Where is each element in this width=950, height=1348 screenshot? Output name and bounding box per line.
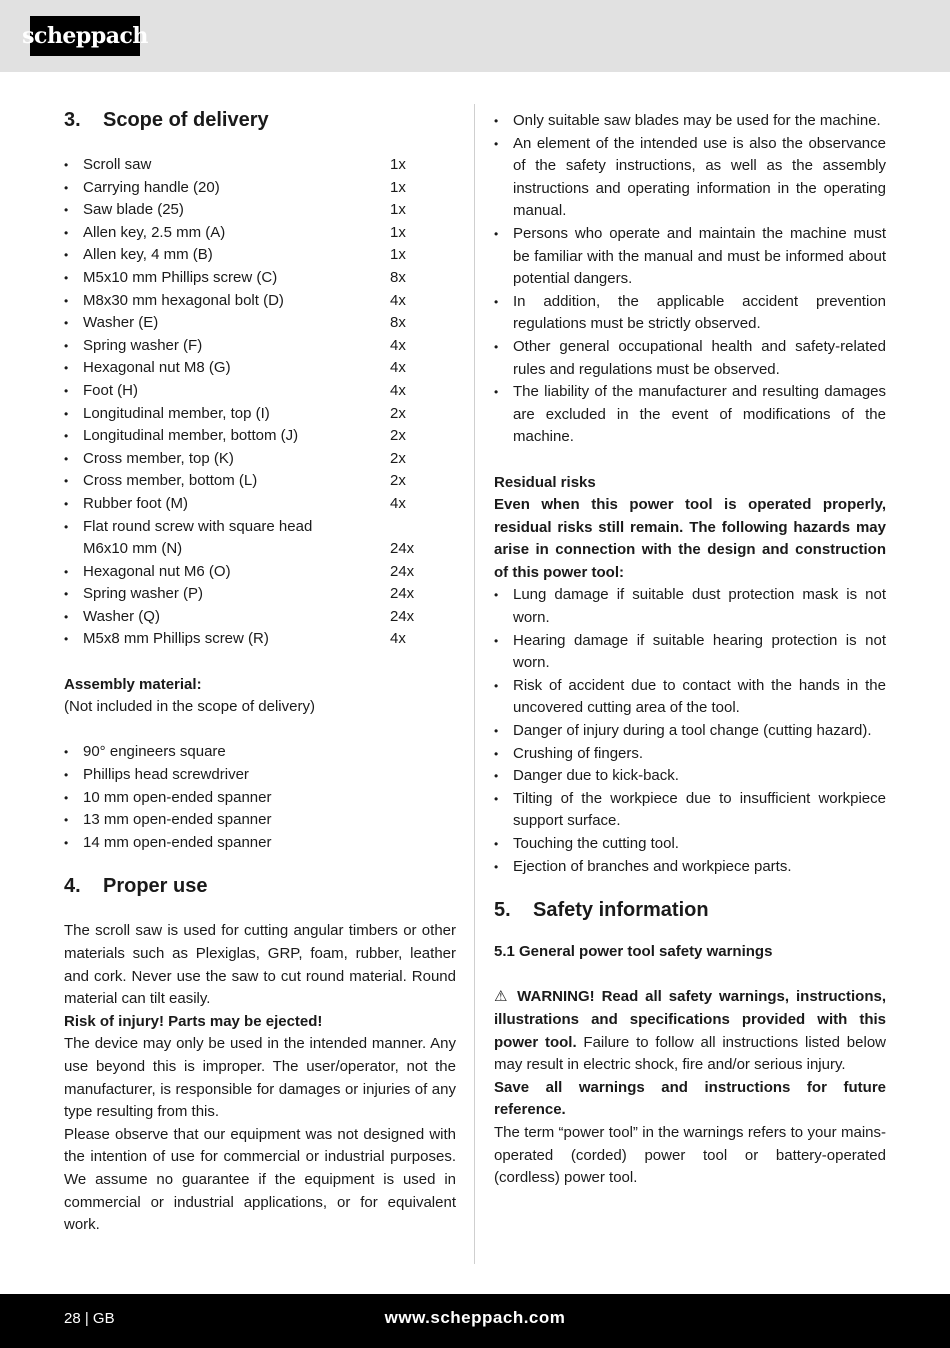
save-warnings-note: Save all warnings and instructions for future reference. bbox=[494, 1078, 886, 1119]
general-warnings-subheading: 5.1 General power tool safety warnings bbox=[494, 943, 773, 961]
delivery-item bbox=[64, 222, 456, 245]
delivery-item bbox=[64, 154, 456, 177]
delivery-item-name: M6x10 mm (N) bbox=[83, 540, 183, 558]
residual-risks-list bbox=[494, 584, 886, 878]
language-code: GB bbox=[92, 1310, 115, 1327]
delivery-item-name: • Saw blade (25) bbox=[83, 201, 184, 219]
delivery-item-name: • Allen key, 2.5 mm (A) bbox=[83, 223, 226, 241]
delivery-item-quantity: 4x bbox=[390, 381, 406, 399]
delivery-item-quantity: 24x bbox=[390, 607, 415, 625]
assembly-material-list bbox=[64, 741, 456, 854]
delivery-item-name: • Longitudinal member, bottom (J) bbox=[83, 427, 299, 445]
assembly-material-note: (Not included in the scope of delivery) bbox=[64, 698, 315, 716]
residual-risk-item: • Hearing damage if suitable hearing protection is not worn. bbox=[494, 630, 886, 675]
delivery-item bbox=[64, 290, 456, 313]
section-number: 4. bbox=[64, 875, 81, 898]
intended-use-item: • Persons who operate and maintain the machine must be familiar with the manual and must be informed about potential dangers. bbox=[494, 223, 886, 291]
delivery-item-name: • Foot (H) bbox=[83, 381, 139, 399]
delivery-item-quantity: 8x bbox=[390, 314, 406, 332]
delivery-item-name: • Cross member, bottom (L) bbox=[83, 472, 258, 490]
delivery-item-quantity: 8x bbox=[390, 268, 406, 286]
delivery-item bbox=[64, 561, 456, 584]
section-title: Safety information bbox=[533, 899, 709, 922]
intended-use-list bbox=[494, 110, 886, 449]
warning-bold-text: WARNING! Read all safety warnings, instructions, illustrations and specifications provided with this power tool. bbox=[494, 988, 887, 1051]
proper-use-paragraph: Please observe that our equipment was not designed with the intention of use for commercial or industrial purposes. We assume no guarantee if the equipment is used in commercial or industrial applications, or for equivalent work. bbox=[64, 1125, 456, 1234]
section-title: Scope of delivery bbox=[103, 109, 269, 131]
residual-risk-item: • Crushing of fingers. bbox=[494, 743, 886, 766]
right-column bbox=[494, 110, 886, 1190]
section-title: Proper use bbox=[103, 875, 208, 898]
residual-risk-item: • Lung damage if suitable dust protection mask is not worn. bbox=[494, 584, 886, 629]
warning-text: Failure to follow all instructions listed below may result in electric shock, fire and/or serious injury. bbox=[494, 1033, 886, 1074]
website-link[interactable]: www.scheppach.com bbox=[384, 1308, 566, 1327]
left-column bbox=[64, 106, 456, 1237]
page-number-value: 28 bbox=[64, 1310, 81, 1327]
delivery-item bbox=[64, 335, 456, 358]
delivery-item-quantity: 24x bbox=[390, 585, 415, 603]
delivery-item-quantity: 24x bbox=[390, 540, 415, 558]
delivery-item bbox=[64, 357, 456, 380]
proper-use-paragraph: The device may only be used in the intended manner. Any use beyond this is improper. The user/operator, not the manufacturer, is responsible for damages or injuries of any type resulting from this. bbox=[64, 1035, 456, 1121]
assembly-item: • 90° engineers square bbox=[64, 741, 456, 764]
residual-risk-item: • Danger of injury during a tool change (cutting hazard). bbox=[494, 720, 886, 743]
scope-of-delivery-list bbox=[64, 154, 456, 651]
delivery-item bbox=[64, 516, 456, 539]
section-heading-scope bbox=[64, 106, 456, 134]
intended-use-item: • Only suitable saw blades may be used for the machine. bbox=[494, 110, 886, 133]
page-number: 28 | GB bbox=[64, 1310, 115, 1327]
intended-use-item: • An element of the intended use is also the observance of the safety instructions, as well as the assembly instructions and operating information in the operating manual. bbox=[494, 133, 886, 223]
warning-triangle-icon: ⚠ bbox=[494, 988, 511, 1006]
page-footer bbox=[0, 1294, 950, 1348]
delivery-item bbox=[64, 403, 456, 426]
assembly-item: • Phillips head screwdriver bbox=[64, 764, 456, 787]
delivery-item-quantity: 4x bbox=[390, 359, 406, 377]
residual-risks-heading: Residual risks bbox=[494, 473, 596, 491]
power-tool-term-paragraph: The term “power tool” in the warnings refers to your mains-operated (corded) power tool or battery-operated (cordless) power tool. bbox=[494, 1123, 886, 1187]
delivery-item-name: • Hexagonal nut M6 (O) bbox=[83, 562, 231, 580]
delivery-item-quantity: 2x bbox=[390, 472, 406, 490]
delivery-item bbox=[64, 606, 456, 629]
delivery-item-name: • Carrying handle (20) bbox=[83, 178, 220, 196]
assembly-item: • 10 mm open-ended spanner bbox=[64, 787, 456, 810]
delivery-item-quantity: 1x bbox=[390, 246, 406, 264]
delivery-item bbox=[64, 244, 456, 267]
delivery-item-name: • Rubber foot (M) bbox=[83, 494, 189, 512]
assembly-item: • 14 mm open-ended spanner bbox=[64, 832, 456, 855]
delivery-item-name: • Washer (E) bbox=[83, 314, 159, 332]
delivery-item-quantity: 24x bbox=[390, 562, 415, 580]
column-divider bbox=[474, 104, 475, 1264]
section-heading-proper-use bbox=[64, 872, 456, 900]
delivery-item bbox=[64, 380, 456, 403]
delivery-item-name: • M8x30 mm hexagonal bolt (D) bbox=[83, 291, 284, 309]
intended-use-item: • The liability of the manufacturer and resulting damages are excluded in the event of modifications of the machine. bbox=[494, 381, 886, 449]
delivery-item bbox=[64, 199, 456, 222]
assembly-item: • 13 mm open-ended spanner bbox=[64, 809, 456, 832]
delivery-item-quantity: 4x bbox=[390, 494, 406, 512]
delivery-item-quantity: 1x bbox=[390, 178, 406, 196]
delivery-item-quantity: 1x bbox=[390, 201, 406, 219]
delivery-item-quantity: 1x bbox=[390, 223, 406, 241]
section-number: 5. bbox=[494, 899, 511, 922]
delivery-item-name: • Allen key, 4 mm (B) bbox=[83, 246, 213, 264]
delivery-item bbox=[64, 470, 456, 493]
page-header bbox=[0, 0, 950, 72]
delivery-item-quantity: 1x bbox=[390, 156, 406, 173]
proper-use-paragraph: The scroll saw is used for cutting angular timbers or other materials such as Plexiglas, GRP, foam, rubber, leather and cork. Never use the saw to cut round material. Round material can tilt easily. bbox=[64, 922, 456, 1008]
scheppach-logo: scheppach bbox=[30, 16, 140, 56]
delivery-item-name: • Spring washer (P) bbox=[83, 585, 204, 603]
delivery-item bbox=[64, 583, 456, 606]
delivery-item-name: • Hexagonal nut M8 (G) bbox=[83, 359, 231, 377]
delivery-item-name: • Longitudinal member, top (I) bbox=[83, 404, 270, 422]
delivery-item-quantity: 2x bbox=[390, 427, 406, 445]
delivery-item-quantity: 4x bbox=[390, 630, 406, 648]
safety-warning-paragraph bbox=[494, 986, 886, 1076]
residual-risks-intro: Even when this power tool is operated properly, residual risks still remain. The following hazards may arise in connection with the design and construction of this power tool: bbox=[494, 496, 886, 581]
delivery-item-name: • Washer (Q) bbox=[83, 607, 160, 625]
delivery-item-name: • Spring washer (F) bbox=[83, 336, 203, 354]
delivery-item bbox=[64, 267, 456, 290]
section-number: 3. bbox=[64, 109, 81, 131]
residual-risk-item: • Ejection of branches and workpiece parts. bbox=[494, 856, 886, 879]
delivery-item-quantity: 4x bbox=[390, 336, 406, 354]
ejection-warning: Risk of injury! Parts may be ejected! bbox=[64, 1012, 323, 1030]
delivery-item bbox=[64, 448, 456, 471]
delivery-item-quantity: 4x bbox=[390, 291, 406, 309]
delivery-item bbox=[64, 493, 456, 516]
residual-risk-item: • Tilting of the workpiece due to insufficient workpiece support surface. bbox=[494, 788, 886, 833]
delivery-item-name: • M5x8 mm Phillips screw (R) bbox=[83, 630, 269, 648]
delivery-item bbox=[64, 312, 456, 335]
delivery-item-quantity: 2x bbox=[390, 404, 406, 422]
intended-use-item: • In addition, the applicable accident prevention regulations must be strictly observed. bbox=[494, 291, 886, 336]
residual-risk-item: • Risk of accident due to contact with the hands in the uncovered cutting area of the tool. bbox=[494, 675, 886, 720]
delivery-item-name: • Scroll saw bbox=[83, 156, 152, 173]
delivery-item bbox=[64, 177, 456, 200]
delivery-item-name: • M5x10 mm Phillips screw (C) bbox=[83, 268, 278, 286]
delivery-item bbox=[64, 628, 456, 651]
section-heading-safety bbox=[494, 896, 886, 924]
delivery-item-quantity: 2x bbox=[390, 449, 406, 467]
residual-risk-item: • Touching the cutting tool. bbox=[494, 833, 886, 856]
delivery-item bbox=[64, 538, 456, 561]
delivery-item-name: • Cross member, top (K) bbox=[83, 449, 234, 467]
delivery-item bbox=[64, 425, 456, 448]
intended-use-item: • Other general occupational health and safety-related rules and regulations must be observed. bbox=[494, 336, 886, 381]
residual-risk-item: • Danger due to kick-back. bbox=[494, 765, 886, 788]
assembly-material-heading: Assembly material: bbox=[64, 675, 202, 693]
delivery-item-name: • Flat round screw with square head bbox=[83, 517, 313, 535]
